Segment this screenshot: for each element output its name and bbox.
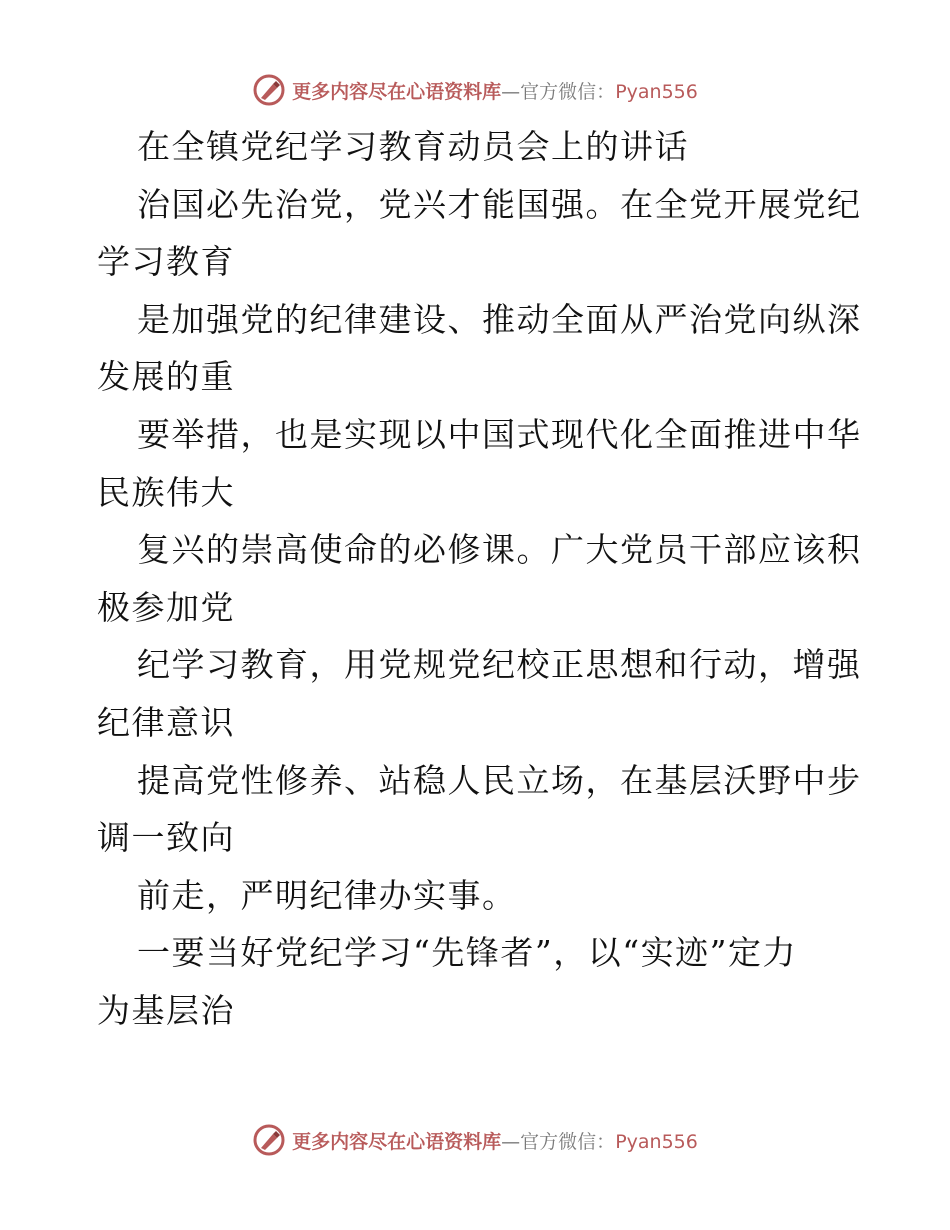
pen-logo-icon — [252, 73, 286, 107]
watermark-wechat-label: 官方微信： — [520, 1130, 616, 1153]
watermark-account: Pyan556 — [615, 1130, 698, 1153]
text-line: 民族伟大 — [97, 472, 235, 512]
text-line: 治国必先治党，党兴才能国强。在全党开展党纪 — [137, 184, 862, 224]
header-watermark — [0, 70, 950, 110]
text-line: 前走，严明纪律办实事。 — [137, 875, 517, 915]
watermark-wechat-label: 官方微信： — [520, 80, 616, 103]
watermark-text — [292, 1127, 698, 1154]
text-line: 提高党性修养、站稳人民立场，在基层沃野中步 — [137, 760, 862, 800]
text-line: 要举措，也是实现以中国式现代化全面推进中华 — [137, 414, 862, 454]
watermark-brand: 更多内容尽在心语资料库 — [292, 1130, 502, 1153]
watermark-dash: — — [501, 80, 521, 103]
text-line: 纪学习教育，用党规党纪校正思想和行动，增强 — [137, 645, 862, 685]
text-line: 学习教育 — [97, 242, 235, 282]
document-body — [97, 118, 862, 1040]
text-line: 是加强党的纪律建设、推动全面从严治党向纵深 — [137, 299, 862, 339]
watermark-dash: — — [501, 1130, 521, 1153]
text-line: 发展的重 — [97, 357, 235, 397]
footer-watermark — [0, 1120, 950, 1160]
text-line: 调一致向 — [97, 818, 235, 858]
text-line: 在全镇党纪学习教育动员会上的讲话 — [137, 127, 689, 166]
watermark-brand: 更多内容尽在心语资料库 — [292, 80, 502, 103]
pen-logo-icon — [252, 1123, 286, 1157]
watermark-account: Pyan556 — [615, 80, 698, 103]
text-line: 纪律意识 — [97, 702, 235, 742]
text-line: 一要当好党纪学习“先锋者”，以“实迹”定力 — [137, 933, 797, 973]
watermark-text — [292, 77, 698, 104]
text-line: 复兴的崇高使命的必修课。广大党员干部应该积 — [137, 530, 862, 570]
text-line: 极参加党 — [97, 587, 235, 627]
text-line: 为基层治 — [97, 990, 235, 1030]
